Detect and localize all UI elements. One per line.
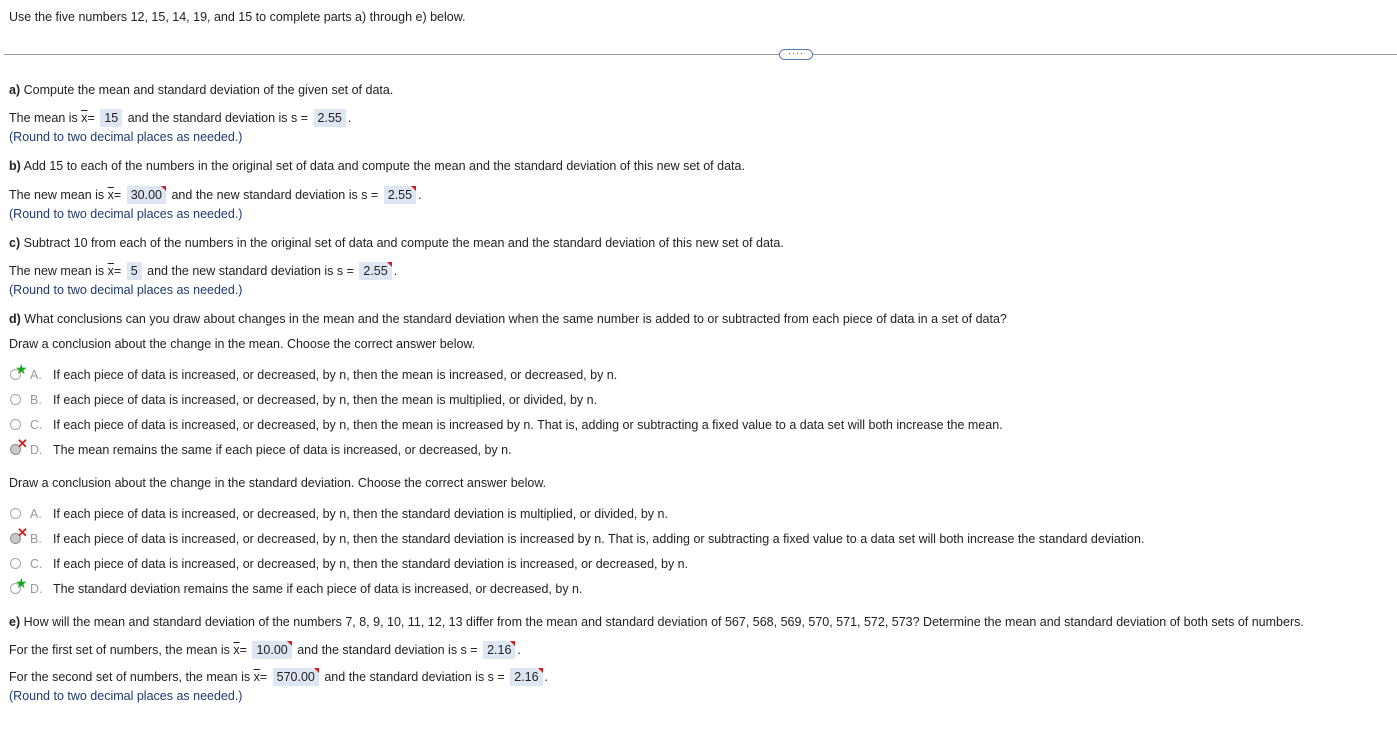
part-e-first-mean-input[interactable]: 10.00	[252, 641, 291, 659]
option-letter: D.	[30, 443, 43, 457]
xbar-symbol: $\overline{x}$	[107, 188, 114, 202]
part-c-question-text: Subtract 10 from each of the numbers in the original set of data and compute the mean and the standard deviation of this new set of data.	[23, 236, 784, 250]
mean-conclusion-prompt: Draw a conclusion about the change in the mean. Choose the correct answer below.	[9, 337, 476, 351]
radio-button[interactable]	[10, 508, 21, 519]
part-a-mean-input[interactable]: 15	[100, 109, 122, 127]
part-b-label: b)	[9, 159, 21, 173]
part-c-label: c)	[9, 236, 21, 250]
part-a-label: a)	[9, 83, 21, 97]
part-a-question	[9, 83, 393, 97]
part-b-round-note: (Round to two decimal places as needed.)	[9, 207, 243, 221]
part-e-mid: and the standard deviation is s =	[324, 670, 505, 684]
option-text: If each piece of data is increased, or decreased, by n, then the mean is multiplied, or divided, by n.	[53, 393, 598, 407]
expand-more-button[interactable]: ····	[779, 49, 813, 60]
equals-sign: =	[87, 111, 95, 125]
option-text: If each piece of data is increased, or decreased, by n, then the standard deviation is increased, or decreased, by n.	[53, 557, 689, 571]
part-a-lead: The mean is	[9, 111, 78, 125]
part-e-first-sd-input[interactable]: 2.16	[483, 641, 515, 659]
option-letter: A.	[30, 507, 42, 521]
part-e-question	[9, 615, 1304, 629]
option-text: The standard deviation remains the same if each piece of data is increased, or decreased, by n.	[53, 582, 583, 596]
incorrect-x-icon: ✕	[17, 525, 28, 540]
part-e-question-text: How will the mean and standard deviation of the numbers 7, 8, 9, 10, 11, 12, 13 differ from the mean and standard deviation of 567, 568, 569, 570, 571, 572, 573? Determine the mean and standard deviation of both sets of numbers.	[23, 615, 1304, 629]
part-b-sd-input[interactable]: 2.55	[384, 186, 416, 204]
sd-conclusion-prompt: Draw a conclusion about the change in the standard deviation. Choose the correct answer below.	[9, 476, 547, 490]
part-e-second-mean-input[interactable]: 570.00	[273, 668, 319, 686]
part-e-second-lead: For the second set of numbers, the mean is	[9, 670, 251, 684]
part-c-lead: The new mean is	[9, 264, 105, 278]
incorrect-x-icon: ✕	[17, 436, 28, 451]
option-text: If each piece of data is increased, or decreased, by n, then the standard deviation is increased by n. That is, adding or subtracting a fixed value to a data set will both increase the standard deviation.	[53, 532, 1145, 546]
xbar-symbol: $\overline{x}$	[81, 111, 88, 125]
option-letter: B.	[30, 532, 42, 546]
option-text: The mean remains the same if each piece of data is increased, or decreased, by n.	[53, 443, 512, 457]
part-c-answer-line	[9, 262, 397, 280]
part-b-question	[9, 159, 745, 173]
correct-star-icon: ★	[15, 575, 28, 591]
xbar-symbol: $\overline{x}$	[107, 264, 114, 278]
equals-sign: =	[239, 643, 247, 657]
part-e-first-answer-line	[9, 641, 521, 659]
part-c-sd-input[interactable]: 2.55	[359, 262, 391, 280]
option-letter: B.	[30, 393, 42, 407]
part-a-question-text: Compute the mean and standard deviation of the given set of data.	[23, 83, 394, 97]
part-a-round-note: (Round to two decimal places as needed.)	[9, 130, 243, 144]
part-b-answer-line	[9, 186, 422, 204]
option-letter: C.	[30, 557, 43, 571]
divider	[4, 54, 1397, 55]
equals-sign: =	[113, 264, 122, 278]
part-a-answer-line	[9, 109, 351, 127]
part-c-mid: and the new standard deviation is s =	[147, 264, 354, 278]
option-letter: A.	[30, 368, 42, 382]
part-b-question-text: Add 15 to each of the numbers in the original set of data and compute the mean and the standard deviation of this new set of data.	[23, 159, 745, 173]
part-d-label: d)	[9, 312, 21, 326]
part-b-mid: and the new standard deviation is s =	[171, 188, 379, 202]
part-c-round-note: (Round to two decimal places as needed.)	[9, 283, 243, 297]
intro-text: Use the five numbers 12, 15, 14, 19, and 15 to complete parts a) through e) below.	[9, 10, 466, 24]
part-c-question	[9, 236, 784, 250]
option-text: If each piece of data is increased, or decreased, by n, then the standard deviation is multiplied, or divided, by n.	[53, 507, 668, 521]
part-d-question	[9, 312, 1007, 326]
option-letter: C.	[30, 418, 43, 432]
radio-button[interactable]	[10, 394, 21, 405]
option-text: If each piece of data is increased, or decreased, by n, then the mean is increased, or decreased, by n.	[53, 368, 618, 382]
radio-button[interactable]	[10, 419, 21, 430]
part-a-mid: and the standard deviation is s =	[127, 111, 309, 125]
radio-button[interactable]	[10, 558, 21, 569]
option-letter: D.	[30, 582, 43, 596]
part-e-second-answer-line	[9, 668, 548, 686]
xbar-symbol: $\overline{x}$	[233, 643, 240, 657]
part-b-lead: The new mean is	[9, 188, 105, 202]
part-c-mean-input[interactable]: 5	[127, 262, 142, 280]
correct-star-icon: ★	[15, 361, 28, 377]
option-text: If each piece of data is increased, or decreased, by n, then the mean is increased by n. That is, adding or subtracting a fixed value to a data set will both increase the mean.	[53, 418, 1003, 432]
part-e-round-note: (Round to two decimal places as needed.)	[9, 689, 243, 703]
period: .	[517, 643, 521, 657]
equals-sign: =	[113, 188, 122, 202]
period: .	[544, 670, 549, 684]
period: .	[347, 111, 352, 125]
part-d-question-text: What conclusions can you draw about changes in the mean and the standard deviation when the same number is added to or subtracted from each piece of data in a set of data?	[24, 312, 1007, 326]
part-a-sd-input[interactable]: 2.55	[314, 109, 346, 127]
equals-sign: =	[259, 670, 268, 684]
part-b-mean-input[interactable]: 30.00	[127, 186, 166, 204]
part-e-first-lead: For the first set of numbers, the mean is	[9, 643, 230, 657]
period: .	[418, 188, 422, 202]
part-e-second-sd-input[interactable]: 2.16	[510, 668, 542, 686]
part-e-mid: and the standard deviation is s =	[297, 643, 478, 657]
part-e-label: e)	[9, 615, 21, 629]
period: .	[393, 264, 398, 278]
xbar-symbol: $\overline{x}$	[253, 670, 260, 684]
